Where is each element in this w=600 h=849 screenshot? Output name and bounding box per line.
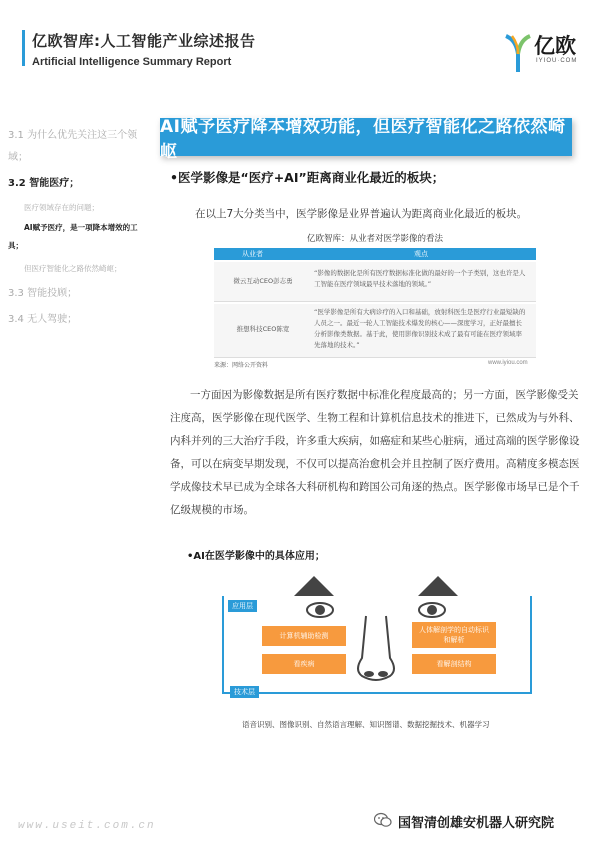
logo-wordmark: 亿欧 — [534, 34, 576, 58]
disease-box: 看疾病 — [262, 654, 346, 674]
page-header — [0, 0, 600, 92]
header-accent-bar — [22, 30, 25, 66]
intro-paragraph: 在以上7大分类当中，医学影像是业界普遍认为距离商业化最近的板块。 — [195, 208, 528, 220]
toc-item-3-4[interactable]: 3.4 无人驾驶； — [8, 314, 78, 325]
report-subtitle: Artificial Intelligence Summary Report — [32, 56, 232, 68]
tech-divider — [222, 692, 532, 696]
table-row — [214, 262, 536, 302]
col-header-practitioner: 从业者 — [242, 250, 263, 258]
toc-item-3-3[interactable]: 3.3 智能投顾； — [8, 288, 78, 299]
opinion-table — [214, 232, 536, 372]
table-title: 亿欧智库：从业者对医学影像的看法 — [306, 234, 443, 244]
logo-domain: IYIOU·COM — [536, 58, 578, 64]
toc-sub-ai-tool[interactable]: AI赋予医疗，是一项降本增效的工 — [24, 223, 138, 232]
toc-item-3-1[interactable]: 3.1 为什么优先关注这三个领 — [8, 130, 138, 141]
anatomy-box: 人体解剖学的自动标识和解析 — [412, 622, 496, 648]
footer-watermark: www.useit.com.cn — [18, 820, 156, 832]
table-site: www.iyiou.com — [488, 360, 528, 366]
footer-source: 国智清创雄安机器人研究院 — [398, 816, 555, 831]
row-practitioner: 推想科技CEO陈宽 — [236, 325, 290, 333]
table-row — [214, 304, 536, 358]
toc-sub-rough-road[interactable]: 但医疗智能化之路依然崎岖； — [24, 264, 122, 273]
row-view: “医学影像是所有大病诊疗的入口和基础，放射科医生是医疗行业最短缺的人员之一。最近一轮人工智能技术爆发的核心——深度学习，正好最擅长分析影像类数据。基于此，使用影像识别技术成了最有可能在医疗领域率先落地的技术。” — [314, 308, 526, 349]
structure-box: 看解剖结构 — [412, 654, 496, 674]
table-header — [214, 248, 536, 260]
app-layer-label: 应用层 — [228, 600, 257, 612]
report-title: 亿欧智库:人工智能产业综述报告 — [32, 32, 256, 50]
toc-item-3-2[interactable]: 3.2 智能医疗； — [8, 178, 80, 189]
section-banner — [160, 117, 572, 162]
col-header-view: 观点 — [414, 250, 428, 258]
toc-sub-ai-tool-cont: 具； — [8, 241, 23, 250]
section-heading: •医学影像是“医疗+AI”距离商业化最近的板块； — [170, 170, 445, 185]
toc-item-3-1-cont: 域； — [8, 152, 28, 163]
body-paragraph: 一方面因为影像数据是所有医疗数据中标准化程度最高的；另一方面，医学影像受关注度高，医学影像在现代医学、生物工程和计算机信息技术的推进下，已然成为与外科、内科并列的三大治疗手段，许多重大疾病，如癌症和某些心脏病，通过高端的医学影像设备，可以在病变早期发现，不仅可以提高治愈机会并且控制了医疗费用。高精度多模态医学成像技术早已成为全球各大科研机构和跨国公司角逐的热点。医学影像市场早已是个千亿级规模的市场。 — [170, 389, 580, 516]
cad-box: 计算机辅助检测 — [262, 626, 346, 646]
row-view: “影像的数据化是所有医疗数据标准化做的最好的一个子类别，这也许是人工智能在医疗领域最早技术落地的领域。” — [314, 269, 526, 288]
tech-layer-label: 技术层 — [230, 686, 259, 698]
wechat-icon — [374, 812, 392, 828]
ai-imaging-diagram — [222, 576, 532, 716]
banner-title: AI赋予医疗降本增效功能，但医疗智能化之路依然崎岖 — [160, 117, 566, 162]
application-heading: •AI在医学影像中的具体应用； — [187, 551, 325, 562]
toc-sub-problems[interactable]: 医疗领域存在的问题； — [24, 203, 99, 212]
tech-list: 语音识别、图像识别、自然语言理解、知识图谱、数据挖掘技术、机器学习 — [242, 720, 490, 729]
table-source: 来源：网络公开资料 — [214, 362, 269, 369]
row-practitioner: 微云互动CEO彭志勇 — [233, 277, 293, 285]
